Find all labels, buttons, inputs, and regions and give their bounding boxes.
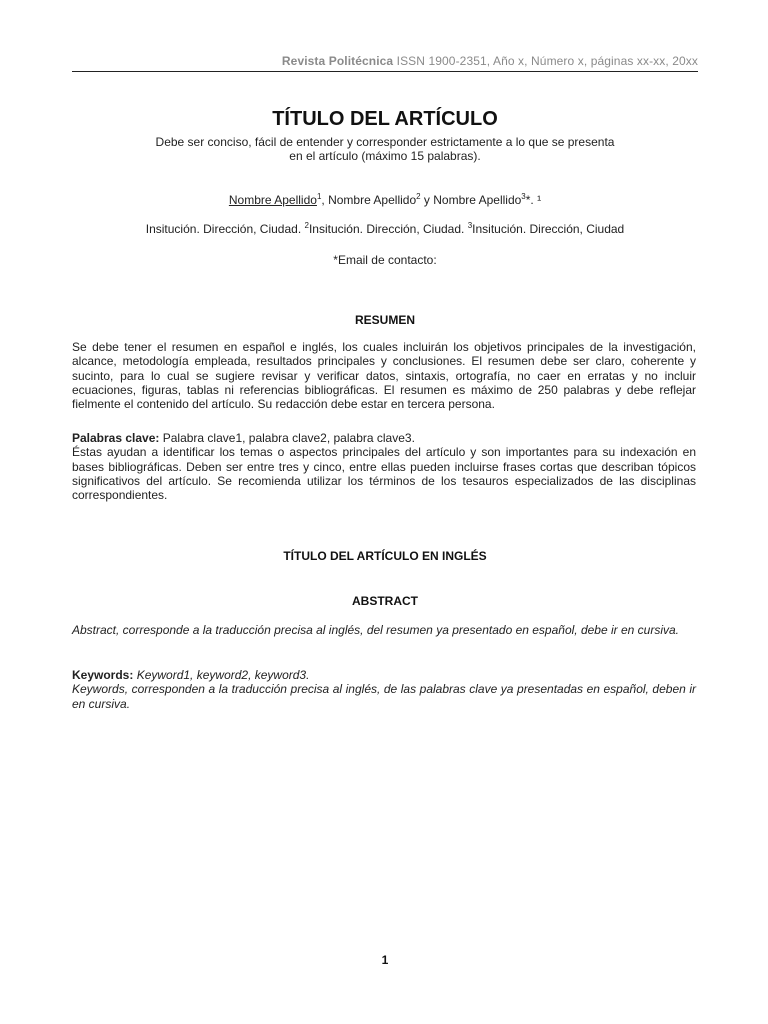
title-note: Debe ser conciso, fácil de entender y corresponder estrictamente a lo que se presenta en el artículo (máximo 15 palabras). (155, 135, 615, 163)
journal-details: ISSN 1900-2351, Año x, Número x, páginas xx-xx, 20xx (393, 54, 698, 68)
resumen-heading: RESUMEN (354, 313, 415, 327)
abstract-heading: ABSTRACT (352, 594, 418, 608)
abstract-body: Abstract, corresponde a la traducción precisa al inglés, del resumen ya presentado en español, debe ir en cursiva. (72, 623, 680, 637)
keywords-es-values: Palabra clave1, palabra clave2, palabra clave3. (159, 431, 415, 445)
keywords-en-block (72, 668, 696, 711)
author-tail: *. ¹ (525, 193, 542, 207)
keywords-en-label: Keywords: (72, 668, 134, 682)
keywords-es-note: Éstas ayudan a identificar los temas o aspectos principales del artículo y son importantes para su indexación en bases bibliográficas. Deben ser entre tres y cinco, entre ellas pueden incluirse frases cortas que describan tópicos significativos del artículo. Se recomienda utilizar los términos de los tesauros especializados de las disciplinas correspondientes. (72, 445, 696, 503)
author-sup-2: 2 (416, 192, 421, 201)
article-title: TÍTULO DEL ARTÍCULO (272, 108, 498, 130)
affiliation-sup-3: 3 (467, 221, 473, 230)
affiliations (72, 222, 698, 236)
journal-name: Revista Politécnica (281, 54, 394, 68)
resumen-body: Se debe tener el resumen en español e inglés, los cuales incluirán los objetivos principales de la investigación, alcance, metodología empleada, resultados principales y conclusiones. El resumen debe ser claro, coherente y sucinto, para lo cual se sugiere revisar y verificar datos, sintaxis, ortografía, no caer en erratas y no incluir ecuaciones, figuras, tablas ni referencias bibliográficas. El resumen es máximo de 250 palabras y debe reflejar fielmente el contenido del artículo. Su redacción debe estar en tercera persona. (72, 340, 696, 412)
affiliation-sup-2: 2 (304, 221, 309, 230)
header-rule (72, 71, 698, 72)
running-header (72, 54, 698, 68)
affiliation-1: Insitución. Dirección, Ciudad. (145, 222, 305, 236)
page-number: 1 (381, 953, 389, 967)
author-sup-1: 1 (316, 192, 322, 201)
author-list (72, 193, 698, 207)
affiliation-3: Insitución. Dirección, Ciudad (472, 222, 625, 236)
third-author: y Nombre Apellido (420, 193, 522, 207)
first-author: Nombre Apellido (228, 193, 317, 207)
english-title: TÍTULO DEL ARTÍCULO EN INGLÉS (283, 549, 487, 563)
keywords-en-note: Keywords, corresponden a la traducción precisa al inglés, de las palabras clave ya presentadas en español, deben ir en cursiva. (72, 682, 696, 711)
second-author: , Nombre Apellido (321, 193, 417, 207)
keywords-en-values: Keyword1, keyword2, keyword3. (133, 668, 310, 682)
author-sup-3: 3 (521, 192, 526, 201)
contact-email: *Email de contacto: (333, 253, 437, 267)
keywords-es-label: Palabras clave: (72, 431, 160, 445)
keywords-es-block (72, 431, 696, 502)
affiliation-2: Insitución. Dirección, Ciudad. (308, 222, 468, 236)
